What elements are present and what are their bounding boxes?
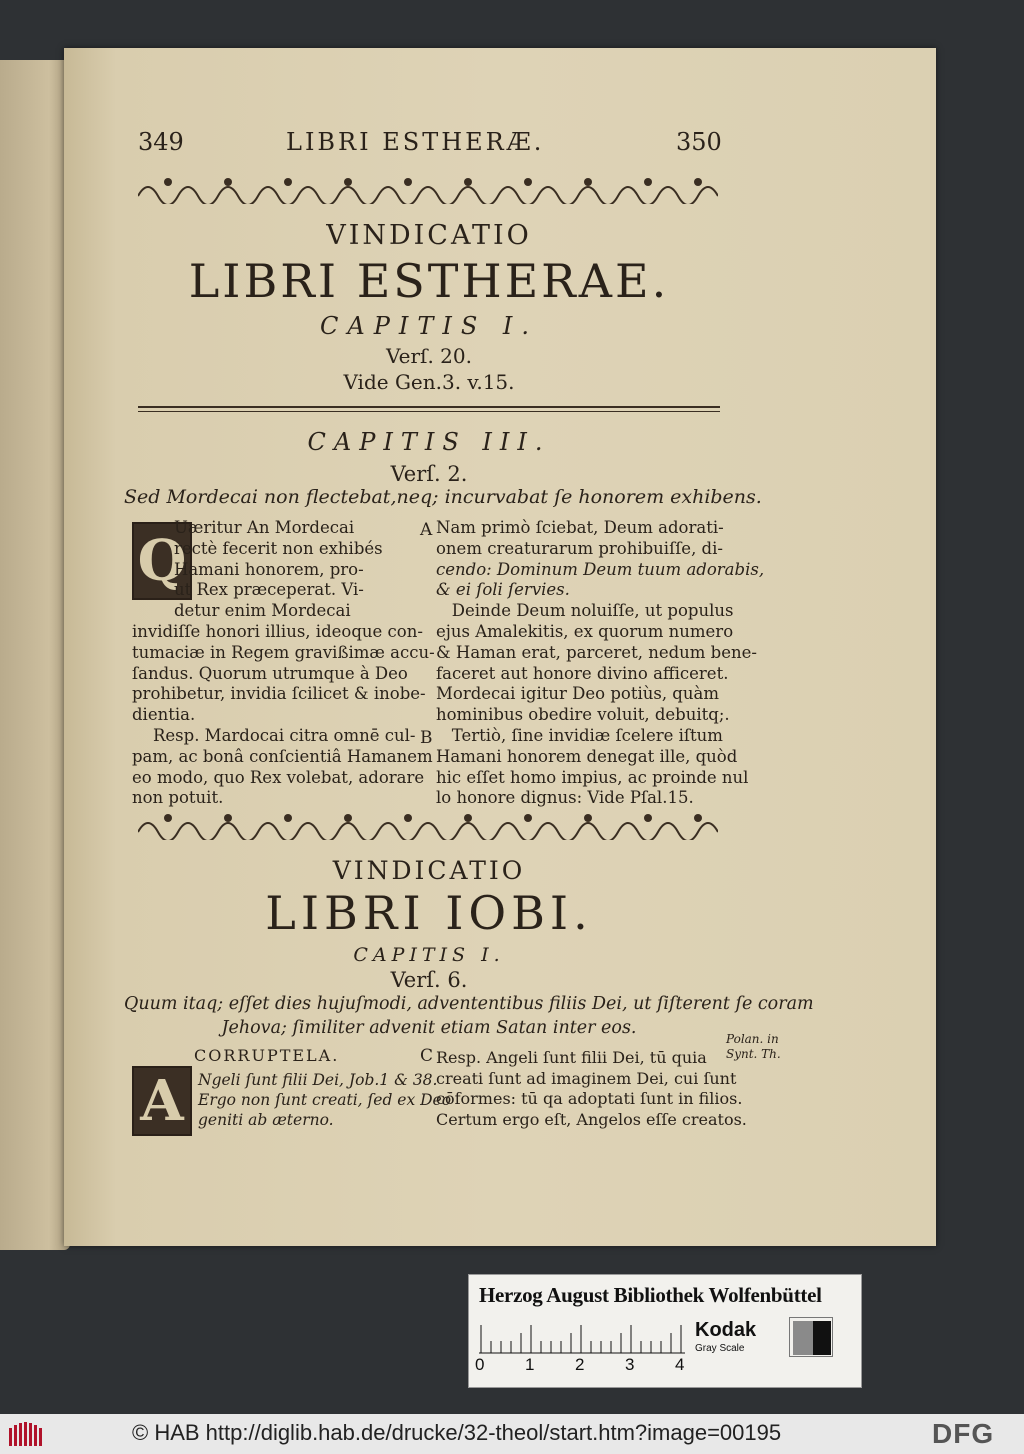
running-head: LIBRI ESTHERÆ.	[286, 128, 545, 156]
corruptela-heading: CORRUPTELA.	[194, 1046, 340, 1065]
text-line: detur enim Mordecai	[132, 601, 351, 621]
text-line: Ergo non ſunt creati, ſed ex Deo	[198, 1091, 452, 1109]
chapter-heading-1: CAPITIS I.	[320, 312, 538, 340]
card-title: Herzog August Bibliothek Wolfenbüttel	[479, 1283, 822, 1307]
verse-heading-2: Verſ. 2.	[390, 462, 468, 486]
divider-rule	[138, 406, 720, 408]
text-line: creati ſunt ad imaginem Dei, cui ſunt	[436, 1068, 737, 1088]
text-line: invidiſſe honori illius, ideoque con-	[132, 621, 423, 641]
margin-note-line: Polan. in	[726, 1032, 779, 1046]
text-line: Hamani honorem denegat ille, quòd	[436, 746, 738, 766]
ruler-number: 3	[625, 1355, 635, 1374]
text-line: ſandus. Quorum utrumque à Deo	[132, 663, 408, 683]
text-column-right-esther	[436, 518, 765, 809]
text-line: eo modo, quo Rex volebat, adorare	[132, 767, 425, 787]
margin-letter-c: C	[420, 1046, 434, 1066]
divider-rule-thin	[138, 411, 720, 412]
text-line: cendo: Dominum Deum tuum adorabis,	[436, 559, 765, 579]
text-line: Uæritur An Mordecai	[132, 518, 355, 537]
text-line: prohibetur, invidia ſcilicet & inobe-	[132, 684, 426, 704]
text-line: geniti ab æterno.	[198, 1111, 334, 1129]
text-line: & ei ſoli ſervies.	[436, 580, 570, 600]
ruler-number: 4	[675, 1355, 685, 1374]
text-line: ut Rex præceperat. Vi-	[132, 580, 364, 600]
text-line: hominibus obedire voluit, debuitq;.	[436, 705, 730, 725]
color-reference-card	[468, 1274, 862, 1388]
grayscale-label: Gray Scale	[695, 1343, 745, 1354]
text-line: faceret aut honore divino afficeret.	[436, 663, 729, 683]
footer-bar	[0, 1414, 1024, 1454]
ruler-number: 2	[575, 1355, 585, 1374]
title-vindicatio-esther: VINDICATIO	[326, 220, 532, 251]
dfg-logo: DFG	[932, 1418, 995, 1449]
text-column-right-job	[436, 1048, 747, 1130]
text-column-left-esther	[132, 518, 435, 809]
verse-heading-20: Verſ. 20.	[386, 344, 472, 368]
ruler-number: 1	[525, 1355, 535, 1374]
scripture-quote-job-line1: Quum itaq; eſſet dies hujuſmodi, advententibus filiis Dei, ut ſiſterent ſe coram	[124, 994, 814, 1014]
ornament-band-top-icon	[138, 172, 718, 204]
text-line: Resp. Angeli ſunt filii Dei, tū quia	[436, 1048, 707, 1067]
title-libri-estherae: LIBRI ESTHERAE.	[188, 254, 670, 308]
text-line: onem creaturarum prohibuiſſe, di-	[436, 538, 723, 558]
text-line: cōformes: tū qa adoptati ſunt in filios.	[436, 1089, 743, 1108]
text-line: Mordecai igitur Deo potiùs, quàm	[436, 684, 719, 704]
decorated-initial-a: A	[132, 1066, 192, 1136]
text-line: lo honore dignus: Vide Pſal.15.	[436, 788, 694, 808]
text-line: ejus Amalekitis, ex quorum numero	[436, 621, 734, 641]
previous-page-edge	[0, 60, 70, 1250]
copyright-url[interactable]: © HAB http://diglib.hab.de/drucke/32-theol/start.htm?image=00195	[132, 1420, 782, 1445]
text-line: Hamani honorem, pro-	[132, 559, 364, 579]
hab-logo-icon	[8, 1422, 44, 1446]
text-line: Nam primò ſciebat, Deum adorati-	[436, 518, 724, 537]
gray-patch-mid	[793, 1321, 813, 1355]
text-line: Ngeli ſunt filii Dei, Job.1 & 38.	[198, 1071, 438, 1089]
kodak-label: Kodak	[695, 1319, 757, 1341]
text-line: Certum ergo eſt, Angelos eſſe creatos.	[436, 1109, 747, 1129]
text-line: dientia.	[132, 705, 196, 725]
scripture-quote-job-line2: Jehova; ſimiliter advenit etiam Satan inter eos.	[221, 1018, 637, 1038]
page-number-right: 350	[676, 128, 722, 156]
cross-reference: Vide Gen.3. v.15.	[343, 370, 515, 394]
text-line: & Haman erat, parceret, nedum bene-	[436, 642, 757, 662]
margin-letter-b: B	[420, 728, 433, 748]
title-libri-iobi: LIBRI IOBI.	[265, 886, 593, 940]
chapter-heading-3: CAPITIS III.	[307, 428, 551, 456]
text-line: rectè fecerit non exhibés	[132, 538, 383, 558]
ruler-number: 0	[475, 1355, 485, 1374]
text-line: Resp. Mardocai citra omnē cul-	[132, 725, 416, 745]
title-vindicatio-job: VINDICATIO	[332, 856, 526, 885]
margin-letter-a: A	[420, 520, 433, 540]
decorated-initial-q: Q	[132, 522, 192, 600]
text-line: tumaciæ in Regem gravißimæ accu-	[132, 642, 435, 662]
gray-patch-dark	[813, 1321, 831, 1355]
text-column-left-job	[198, 1070, 452, 1130]
text-line: Deinde Deum noluiſſe, ut populus	[436, 601, 734, 621]
verse-heading-6: Verſ. 6.	[390, 968, 468, 992]
page-number-left: 349	[138, 128, 184, 156]
margin-note-line: Synt. Th.	[726, 1047, 781, 1061]
text-line: non potuit.	[132, 788, 224, 808]
text-line: pam, ac bonâ conſcientiâ Hamanem	[132, 746, 433, 766]
book-page	[64, 48, 936, 1246]
margin-note-polanus	[726, 1032, 781, 1062]
text-line: Tertiò, ſine invidiæ ſcelere iſtum	[436, 725, 723, 745]
ornament-band-middle-icon	[138, 808, 718, 840]
scripture-quote-esther: Sed Mordecai non flectebat,neq; incurvabat ſe honorem exhibens.	[124, 486, 762, 508]
chapter-heading-job-1: CAPITIS I.	[353, 944, 505, 966]
text-line: hic eſſet homo impius, ac proinde nul	[436, 767, 749, 787]
ruler-scale-icon	[479, 1319, 685, 1355]
